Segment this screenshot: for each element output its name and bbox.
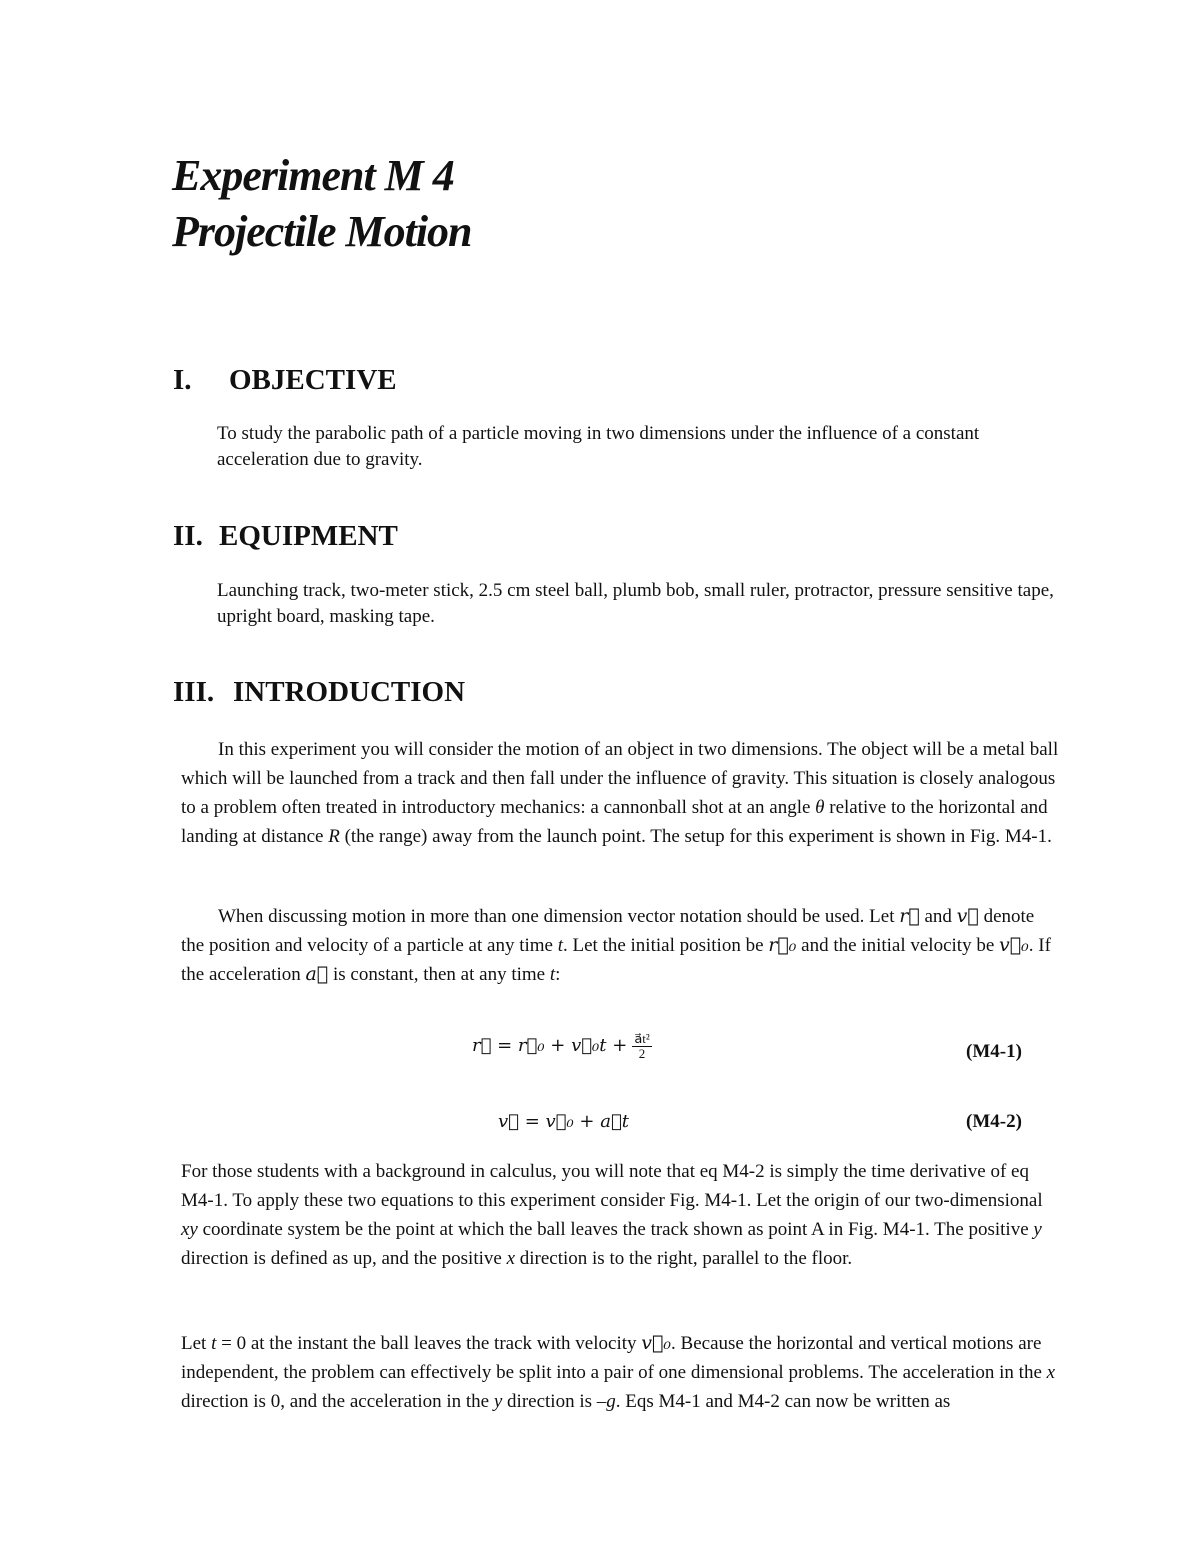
intro-paragraph-2: When discussing motion in more than one dimension vector notation should be used. Let r⃗ and v⃗ denote the position and velocity of a particle at any time t. Let the initial position be r⃗₀ and the initial velocity be v⃗₀. If the acceleration a⃗ is constant, then at any time t: xyxy=(181,905,1051,985)
section-number: II. xyxy=(173,520,203,552)
section-heading-introduction xyxy=(173,678,465,707)
section-heading-equipment xyxy=(173,522,398,551)
section-heading-objective xyxy=(173,366,397,395)
section-title: OBJECTIVE xyxy=(229,364,397,396)
objective-text: To study the parabolic path of a particle moving in two dimensions under the influence of a constant acceleration due to gravity. xyxy=(217,423,980,470)
equation-label-m4-1: (M4-1) xyxy=(966,1041,1022,1062)
intro-paragraph-4: Let t = 0 at the instant the ball leaves the track with velocity v⃗₀. Because the horizontal and vertical motions are independent, the problem can effectively be split into a pair of one dimensional problems. The acceleration in the x direction is 0, and the acceleration in the y direction is –g. Eqs M4-1 and M4-2 can now be written as xyxy=(181,1332,1056,1412)
intro-paragraph-1: In this experiment you will consider the motion of an object in two dimensions. The object will be a metal ball which will be launched from a track and then fall under the influence of gravity. This situation is closely analogous to a problem often treated in introductory mechanics: a cannonball shot at an angle θ relative to the horizontal and landing at distance R (the range) away from the launch point. The setup for this experiment is shown in Fig. M4-1. xyxy=(181,739,1059,847)
equation-fraction: $\frac{\text{a⃗t²}}{2}$ xyxy=(634,1031,650,1061)
section-title: INTRODUCTION xyxy=(233,676,466,708)
section-number: III. xyxy=(173,676,215,708)
equation-label-m4-2: (M4-2) xyxy=(966,1111,1022,1132)
page-title-line-2: Projectile Motion xyxy=(172,207,472,256)
equipment-text: Launching track, two-meter stick, 2.5 cm steel ball, plumb bob, small ruler, protractor, pressure sensitive tape, upright board, masking tape. xyxy=(217,580,1054,627)
intro-paragraph-3: For those students with a background in calculus, you will note that eq M4-2 is simply the time derivative of eq M4-1. To apply these two equations to this experiment consider Fig. M4-1. Let the origin of our two-dimensional xy coordinate system be the point at which the ball leaves the track shown as point A in Fig. M4-1. The positive y direction is defined as up, and the positive x direction is to the right, parallel to the floor. xyxy=(181,1161,1043,1269)
section-title: EQUIPMENT xyxy=(219,520,398,552)
section-number: I. xyxy=(173,364,192,396)
theta-symbol: θ xyxy=(815,797,825,818)
equation-m4-2: v⃗ = v⃗₀ + a⃗t xyxy=(498,1111,629,1132)
page-title-line-1: Experiment M 4 xyxy=(172,151,454,200)
equation-m4-1: r⃗ = r⃗₀ + v⃗₀t + $\frac{\text{a⃗t²}}{2}$ xyxy=(472,1031,650,1061)
